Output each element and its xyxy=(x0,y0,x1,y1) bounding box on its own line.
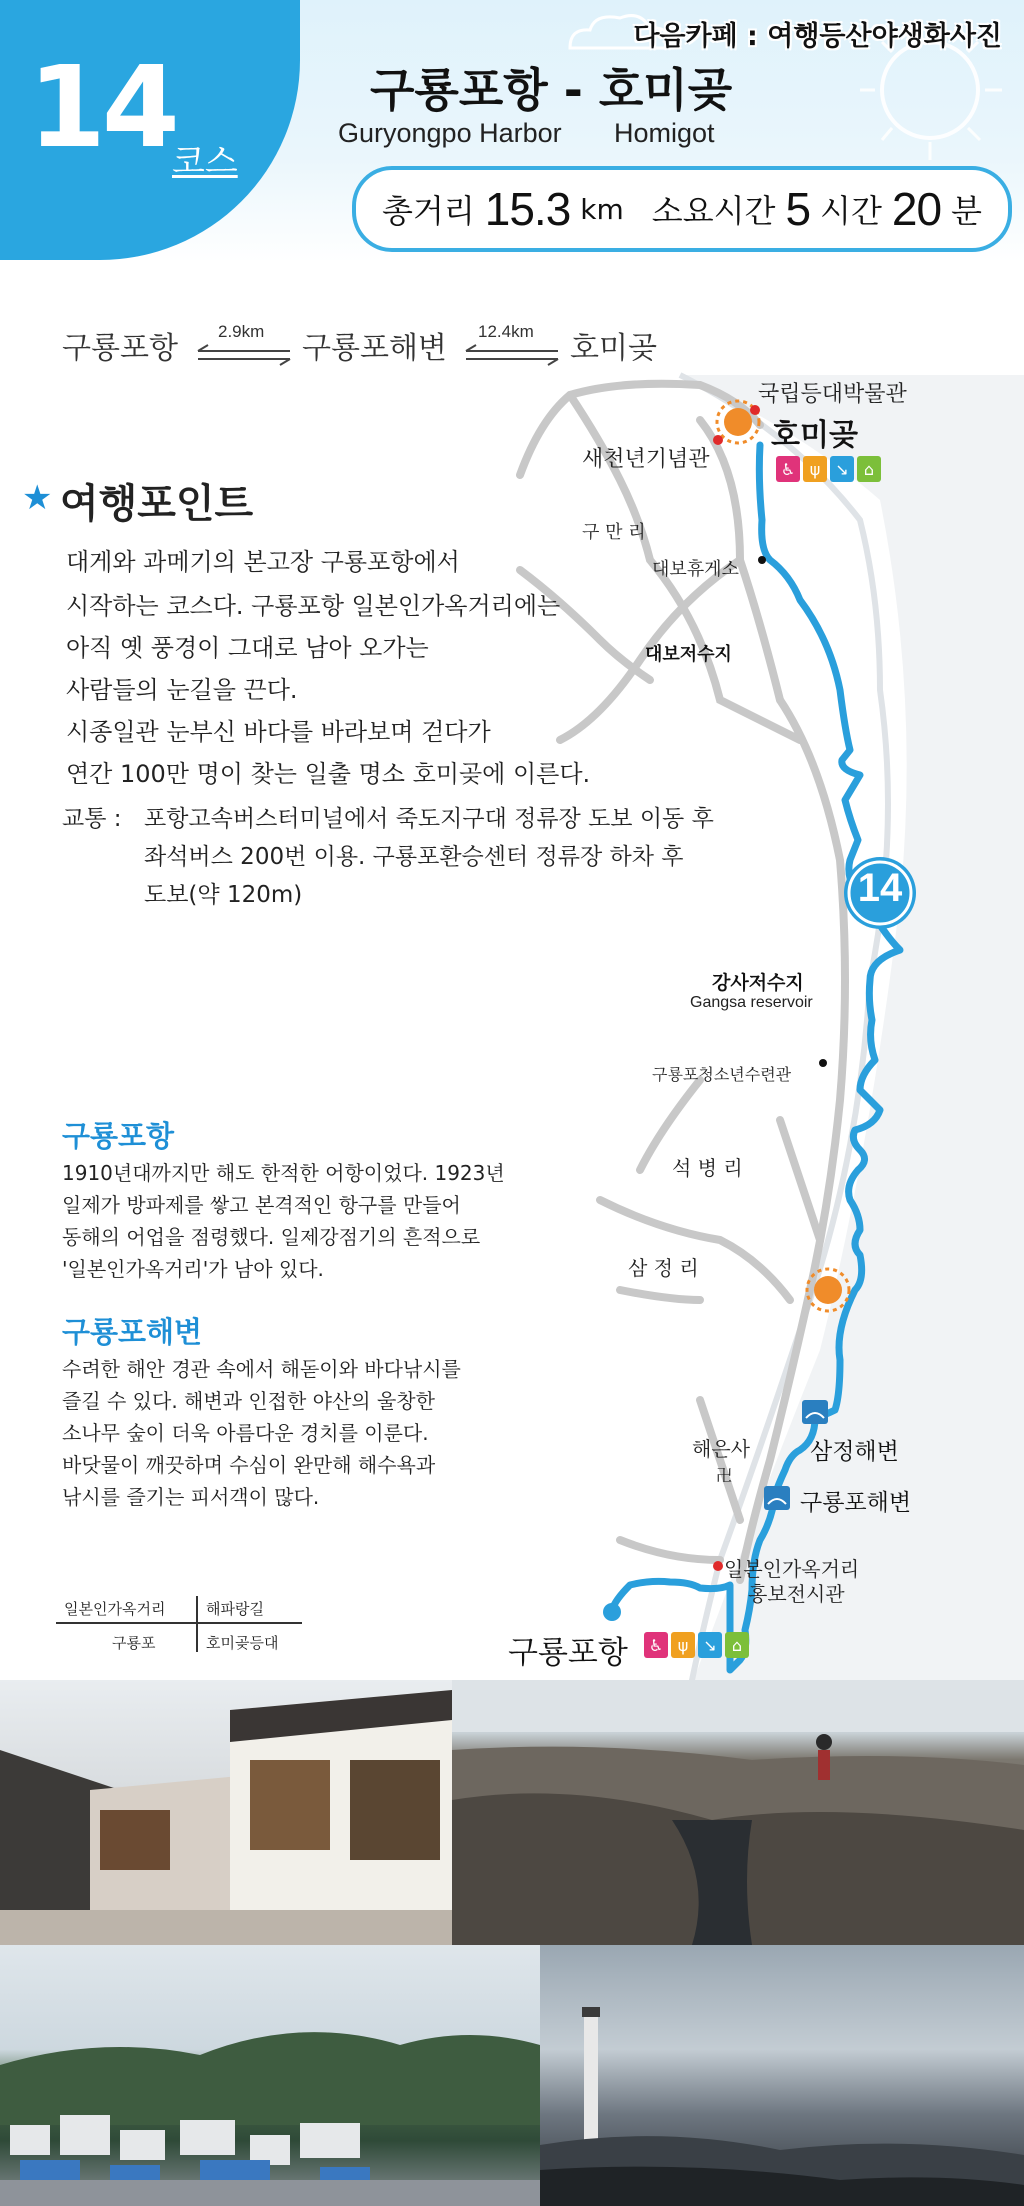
course-marker: 14 xyxy=(857,866,903,910)
distance-label: 총거리 xyxy=(382,192,475,230)
parking-icon: ↘ xyxy=(698,1632,722,1658)
travel-point-line: 사람들의 눈길을 끈다. xyxy=(66,676,298,704)
toilet-icon: ♿ xyxy=(644,1632,668,1658)
parking-icon: ↘ xyxy=(830,456,854,482)
travel-point-line: 연간 100만 명이 찾는 일출 명소 호미곶에 이른다. xyxy=(66,760,591,788)
youth-center-dot xyxy=(819,1059,827,1067)
minutes-value: 20 xyxy=(891,183,942,235)
star-icon: ★ xyxy=(22,478,53,518)
photo-japanese-street xyxy=(0,1680,452,1945)
segment-mid: 구룡포해변 xyxy=(302,331,447,366)
japanese-street-dot xyxy=(713,1561,723,1571)
label-seokbyeongri: 석 병 리 xyxy=(672,1156,743,1180)
temple-icon: 卍 xyxy=(716,1466,733,1485)
photo-caption-legend xyxy=(56,1590,302,1656)
label-daebo-rest: 대보휴게소 xyxy=(652,559,739,580)
travel-point-title: 여행포인트 xyxy=(60,481,254,527)
label-museum: 국립등대박물관 xyxy=(758,382,907,407)
section-line: '일본인가옥거리'가 남아 있다. xyxy=(62,1257,324,1281)
label-guryongpo-harbor: 구룡포항 xyxy=(508,1635,628,1671)
caption-top-right: 해파랑길 xyxy=(206,1600,264,1618)
label-gangsa-kr: 강사저수지 xyxy=(712,972,804,994)
store-icon: ⌂ xyxy=(725,1632,749,1658)
transport-label: 교통 : xyxy=(62,806,122,832)
time-label: 소요시간 xyxy=(651,192,776,230)
section-line: 수려한 해안 경관 속에서 해돋이와 바다낚시를 xyxy=(62,1357,461,1381)
label-japanese-street: 일본인가옥거리 xyxy=(724,1557,860,1581)
section-line: 1910년대까지만 해도 한적한 어항이었다. 1923년 xyxy=(62,1161,505,1185)
course-title-en-start: Guryongpo Harbor xyxy=(338,118,562,148)
restaurant-icon: ψ xyxy=(803,456,827,482)
section-line: 낚시를 즐기는 피서객이 많다. xyxy=(62,1485,320,1509)
legend-divider xyxy=(56,1622,302,1624)
section-title-harbor: 구룡포항 xyxy=(62,1119,175,1153)
label-daebo-reservoir: 대보저수지 xyxy=(645,644,732,665)
label-haeeunsa: 해은사 xyxy=(692,1437,750,1461)
section-line: 즐길 수 있다. 해변과 인접한 야산의 울창한 xyxy=(62,1389,435,1413)
course-word: 코스 xyxy=(172,142,238,182)
photo-haeparang-coast xyxy=(452,1680,1024,1945)
photo-homigot-lighthouse xyxy=(540,1945,1024,2206)
cafe-watermark: 다음카페 : 여행등산야생화사진 xyxy=(633,21,1002,52)
label-gangsa-en: Gangsa reservoir xyxy=(690,994,813,1011)
segment-end: 호미곶 xyxy=(570,331,657,366)
section-line: 동해의 어업을 점령했다. 일제강점기의 흔적으로 xyxy=(62,1225,481,1249)
course-number: 14 xyxy=(28,43,176,173)
label-promo-hall: 홍보전시관 xyxy=(748,1582,845,1606)
travel-point-line: 시작하는 코스다. 구룡포항 일본인가옥거리에는 xyxy=(66,592,561,620)
caption-bottom-left: 구룡포 xyxy=(112,1634,156,1652)
millennium-dot xyxy=(713,435,723,445)
distance-value: 15.3 xyxy=(484,183,571,235)
course-title-en-end: Homigot xyxy=(614,118,715,148)
daebo-rest-dot xyxy=(758,556,766,564)
label-youth-center: 구룡포청소년수련관 xyxy=(652,1065,792,1084)
hours-value: 5 xyxy=(785,183,811,235)
label-guryongpo-beach: 구룡포해변 xyxy=(800,1490,912,1516)
travel-point-line: 아직 옛 풍경이 그대로 남아 오가는 xyxy=(66,634,429,662)
travel-point-line: 시종일관 눈부신 바다를 바라보며 걷다가 xyxy=(66,718,491,746)
transport-line: 포항고속버스터미널에서 죽도지구대 정류장 도보 이동 후 xyxy=(144,806,714,832)
minutes-unit: 분 xyxy=(951,192,982,230)
label-samjeongri: 삼 정 리 xyxy=(628,1256,699,1280)
store-icon: ⌂ xyxy=(857,456,881,482)
transport-line: 좌석버스 200번 이용. 구룡포환승센터 정류장 하차 후 xyxy=(144,844,684,870)
distance-unit: km xyxy=(580,192,624,226)
label-samjeong-beach: 삼정해변 xyxy=(810,1439,899,1465)
homigot-facilities xyxy=(776,456,881,482)
caption-top-left: 일본인가옥거리 xyxy=(64,1600,166,1618)
segment-distance-2: 12.4km xyxy=(478,322,534,341)
label-millennium: 새천년기념관 xyxy=(582,447,710,472)
section-line: 소나무 숲이 더욱 아름다운 경치를 이룬다. xyxy=(62,1421,429,1445)
course-title: 구룡포항 - 호미곶 xyxy=(370,63,733,117)
section-line: 일제가 방파제를 쌓고 본격적인 항구를 만들어 xyxy=(62,1193,461,1217)
hours-unit: 시간 xyxy=(820,192,882,230)
photo-guryongpo-town xyxy=(0,1945,540,2206)
section-title-beach: 구룡포해변 xyxy=(62,1315,203,1349)
legend-divider xyxy=(196,1596,198,1652)
segment-start: 구룡포항 xyxy=(62,331,178,366)
label-homigot: 호미곶 xyxy=(771,418,858,453)
segment-distance-1: 2.9km xyxy=(218,322,265,341)
restaurant-icon: ψ xyxy=(671,1632,695,1658)
section-line: 바닷물이 깨끗하며 수심이 완만해 해수욕과 xyxy=(62,1453,436,1477)
route-start-dot xyxy=(603,1603,621,1621)
caption-bottom-right: 호미곶등대 xyxy=(206,1634,279,1652)
harbor-facilities xyxy=(644,1632,749,1658)
label-gumanri: 구 만 리 xyxy=(582,522,646,543)
toilet-icon: ♿ xyxy=(776,456,800,482)
transport-line: 도보(약 120m) xyxy=(144,882,303,908)
travel-point-line: 대게와 과메기의 본고장 구룡포항에서 xyxy=(66,548,460,576)
